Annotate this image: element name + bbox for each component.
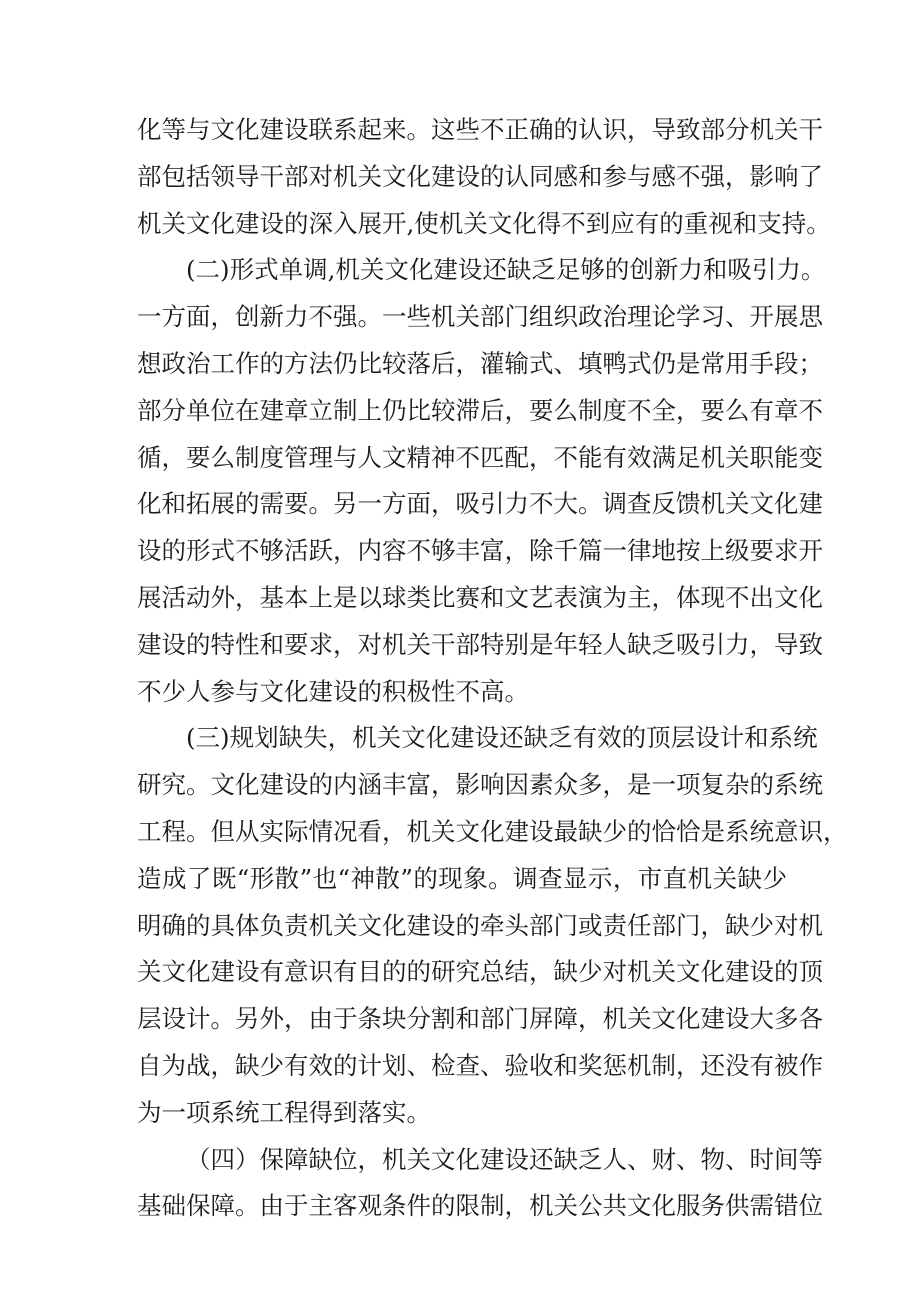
- text-line: 不少人参与文化建设的积极性不高。: [137, 676, 529, 706]
- text-line: 设的形式不够活跃，内容不够丰富，除千篇一律地按上级要求开: [137, 536, 823, 566]
- text-line: 为一项系统工程得到落实。: [137, 1097, 431, 1127]
- text-line: （四）保障缺位，机关文化建设还缺乏人、财、物、时间等: [186, 1144, 823, 1174]
- text-line: 建设的特性和要求，对机关干部特别是年轻人缺乏吸引力，导致: [137, 629, 823, 659]
- body-text: [137, 107, 848, 1230]
- text-line: 展活动外，基本上是以球类比赛和文艺表演为主，体现不出文化: [137, 582, 823, 612]
- text-line: 一方面，创新力不强。一些机关部门组织政治理论学习、开展思: [137, 302, 823, 332]
- text-line: 自为战，缺少有效的计划、检查、验收和奖惩机制，还没有被作: [137, 1050, 823, 1080]
- text-line: 造成了既“形散”也“神散”的现象。调查显示，市直机关缺少: [137, 863, 787, 893]
- text-line: 关文化建设有意识有目的的研究总结，缺少对机关文化建设的顶: [137, 957, 823, 987]
- text-line: 明确的具体负责机关文化建设的牵头部门或责任部门，缺少对机: [137, 910, 823, 940]
- text-line: 部包括领导干部对机关文化建设的认同感和参与感不强，影响了: [137, 161, 823, 191]
- text-line: 化等与文化建设联系起来。这些不正确的认识，导致部分机关干: [137, 115, 823, 144]
- text-line: 机关文化建设的深入展开,使机关文化得不到应有的重视和支持。: [137, 208, 831, 238]
- text-line: 工程。但从实际情况看，机关文化建设最缺少的恰恰是系统意识，: [137, 816, 848, 846]
- text-line: 想政治工作的方法仍比较落后，灌输式、填鸭式仍是常用手段；: [137, 348, 823, 378]
- text-line: 研究。文化建设的内涵丰富，影响因素众多，是一项复杂的系统: [137, 770, 823, 800]
- text-line: 部分单位在建章立制上仍比较滞后，要么制度不全，要么有章不: [137, 395, 823, 425]
- text-line: (三)规划缺失，机关文化建设还缺乏有效的顶层设计和系统: [186, 723, 818, 753]
- text-line: 循，要么制度管理与人文精神不匹配，不能有效满足机关职能变: [137, 442, 823, 472]
- text-line: (二)形式单调,机关文化建设还缺乏足够的创新力和吸引力。: [186, 255, 826, 285]
- text-line: 层设计。另外，由于条块分割和部门屏障，机关文化建设大多各: [137, 1004, 823, 1034]
- text-line: 基础保障。由于主客观条件的限制，机关公共文化服务供需错位: [137, 1191, 823, 1221]
- text-line: 化和拓展的需要。另一方面，吸引力不大。调查反馈机关文化建: [137, 489, 823, 519]
